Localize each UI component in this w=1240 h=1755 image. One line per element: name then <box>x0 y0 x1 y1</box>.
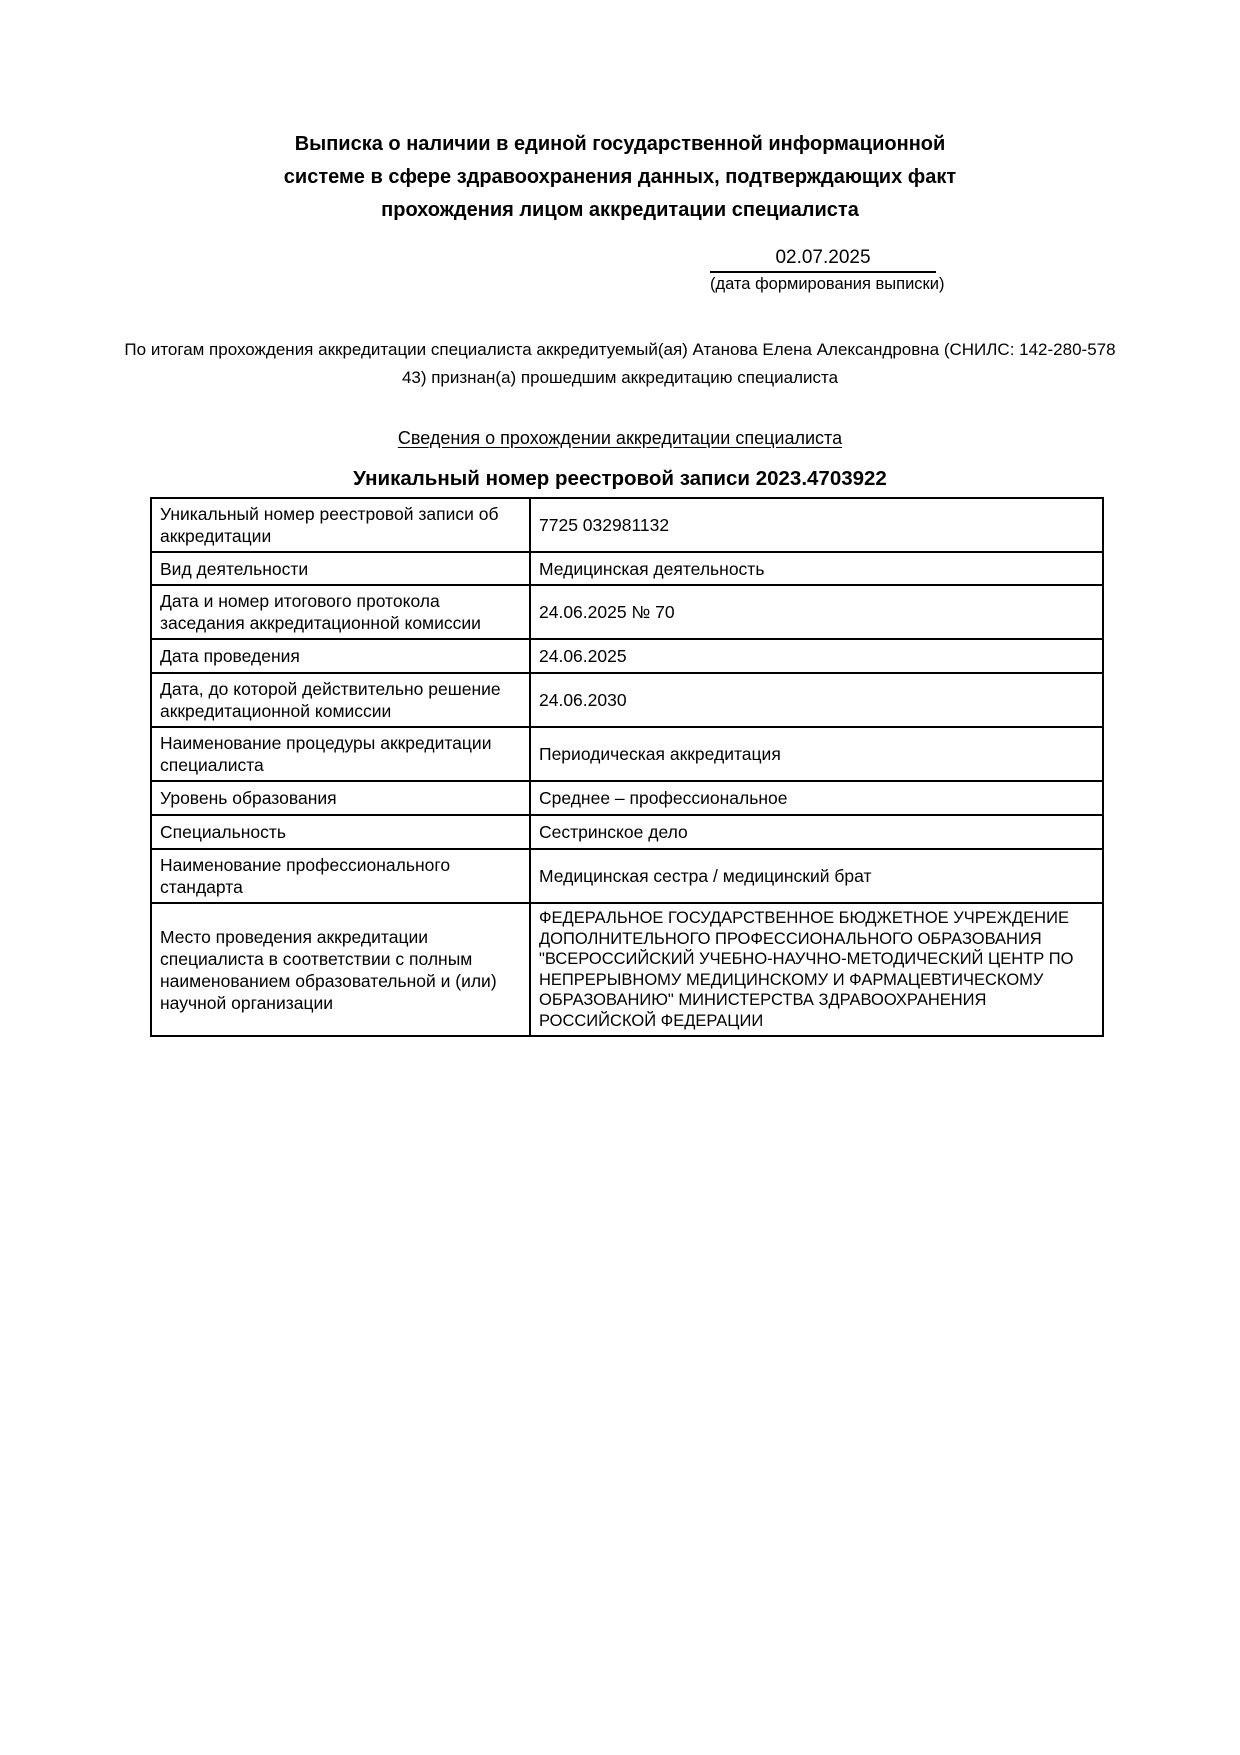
row-value: 24.06.2025 № 70 <box>530 585 1103 639</box>
table-row <box>151 639 1103 673</box>
intro-paragraph <box>0 336 1240 392</box>
formation-date-value: 02.07.2025 <box>710 246 936 273</box>
row-label: Дата, до которой действительно решение аккредитационной комиссии <box>151 673 530 727</box>
table-row <box>151 903 1103 1036</box>
formation-date-caption: (дата формирования выписки) <box>710 275 945 293</box>
document-title-line: системе в сфере здравоохранения данных, подтверждающих факт <box>283 166 957 188</box>
row-value: Периодическая аккредитация <box>530 727 1103 781</box>
row-value: Сестринское дело <box>530 815 1103 849</box>
intro-paragraph-line: По итогам прохождения аккредитации специалиста аккредитуемый(ая) Атанова Елена Александровна (СНИЛС: 142-280-578 <box>124 340 1116 359</box>
accreditation-table <box>150 497 1104 1037</box>
row-label: Уровень образования <box>151 781 530 815</box>
row-label: Место проведения аккредитации специалиста в соответствии с полным наименованием образовательной и (или) научной организации <box>151 903 530 1036</box>
section-heading: Сведения о прохождении аккредитации специалиста <box>397 428 843 448</box>
row-value: 24.06.2025 <box>530 639 1103 673</box>
registry-number-heading: Уникальный номер реестровой записи 2023.4703922 <box>353 467 887 490</box>
row-value: ФЕДЕРАЛЬНОЕ ГОСУДАРСТВЕННОЕ БЮДЖЕТНОЕ УЧРЕЖДЕНИЕ ДОПОЛНИТЕЛЬНОГО ПРОФЕССИОНАЛЬНОГО ОБРАЗОВАНИЯ "ВСЕРОССИЙСКИЙ УЧЕБНО-НАУЧНО-МЕТОДИЧЕСКИЙ ЦЕНТР ПО НЕПРЕРЫВНОМУ МЕДИЦИНСКОМУ И ФАРМАЦЕВТИЧЕСКОМУ ОБРАЗОВАНИЮ" МИНИСТЕРСТВА ЗДРАВООХРАНЕНИЯ РОССИЙСКОЙ ФЕДЕРАЦИИ <box>530 903 1103 1036</box>
row-label: Вид деятельности <box>151 552 530 585</box>
row-value: Медицинская деятельность <box>530 552 1103 585</box>
document-title-line: прохождения лицом аккредитации специалиста <box>381 199 859 221</box>
table-row <box>151 849 1103 903</box>
row-value: Медицинская сестра / медицинский брат <box>530 849 1103 903</box>
table-row <box>151 585 1103 639</box>
row-label: Дата и номер итогового протокола заседания аккредитационной комиссии <box>151 585 530 639</box>
table-row <box>151 781 1103 815</box>
row-label: Уникальный номер реестровой записи об аккредитации <box>151 498 530 552</box>
row-label: Дата проведения <box>151 639 530 673</box>
row-value: 24.06.2030 <box>530 673 1103 727</box>
table-row <box>151 673 1103 727</box>
document-title-line: Выписка о наличии в единой государственной информационной <box>294 133 946 155</box>
row-value: Среднее – профессиональное <box>530 781 1103 815</box>
row-value: 7725 032981132 <box>530 498 1103 552</box>
formation-date-block <box>710 246 945 294</box>
table-row <box>151 552 1103 585</box>
row-label: Специальность <box>151 815 530 849</box>
table-row <box>151 815 1103 849</box>
table-row <box>151 727 1103 781</box>
document-title <box>0 128 1240 227</box>
row-label: Наименование процедуры аккредитации специалиста <box>151 727 530 781</box>
row-label: Наименование профессионального стандарта <box>151 849 530 903</box>
table-row <box>151 498 1103 552</box>
intro-paragraph-line: 43) признан(а) прошедшим аккредитацию специалиста <box>401 368 839 387</box>
